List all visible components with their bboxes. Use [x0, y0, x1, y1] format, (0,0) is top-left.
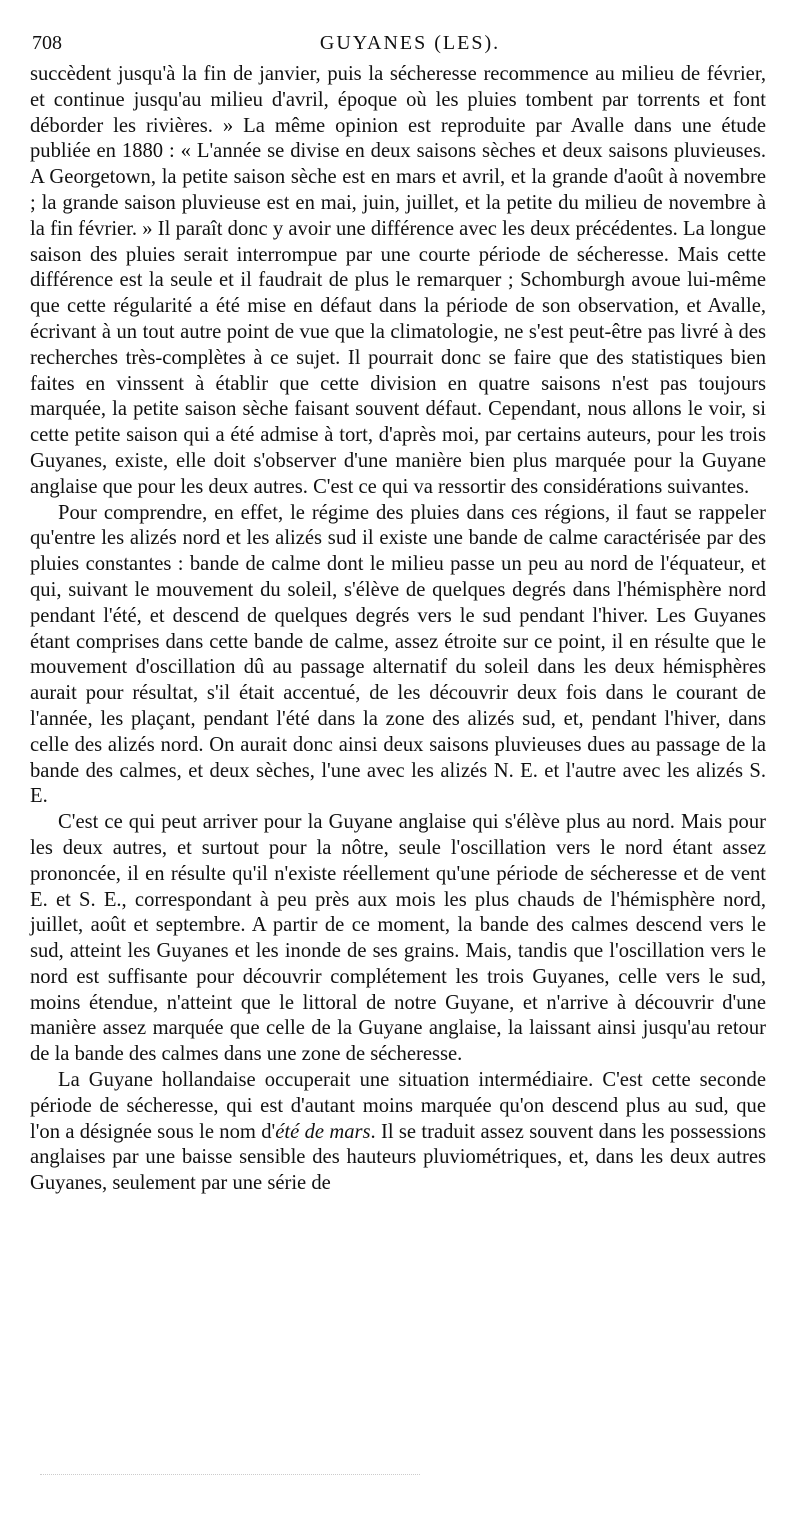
page-number: 708	[32, 32, 62, 54]
paragraph-4	[30, 1068, 766, 1197]
footer-dotted-rule	[40, 1474, 420, 1475]
page	[30, 28, 766, 1197]
paragraph-1: succèdent jusqu'à la fin de janvier, puis la sécheresse recommence au milieu de février, et continue jusqu'au milieu d'avril, époque où les pluies tombent par torrents et font déborder les rivières. » La même opinion est reproduite par Avalle dans une étude publiée en 1880 : « L'année se divise en deux saisons sèches et deux saisons pluvieuses. A Georgetown, la petite saison sèche est en mars et avril, et la grande d'août à novembre ; la grande saison pluvieuse est en mai, juin, juillet, et la petite du milieu de novembre à la fin février. » Il paraît donc y avoir une différence avec les deux précédentes. La longue saison des pluies serait interrompue par une courte période de sécheresse. Mais cette différence est la seule et il faudrait de plus le remarquer ; Schomburgh avoue lui-même que cette régularité a été mise en défaut dans la période de son observation, et Avalle, écrivant à un tout autre point de vue que la climatologie, ne s'est peut-être pas livré à des recherches très-complètes à ce sujet. Il pourrait donc se faire que des statistiques bien faites en vinssent à établir que cette division en quatre saisons n'est pas toujours marquée, la petite saison sèche faisant souvent défaut. Cependant, nous allons le voir, si cette petite saison qui a été admise à tort, d'après moi, par certains auteurs, pour les trois Guyanes, existe, elle doit s'observer d'une manière bien plus marquée pour la Guyane anglaise que pour les deux autres. C'est ce qui va ressortir des considérations suivantes.	[30, 63, 766, 498]
paragraph-2: Pour comprendre, en effet, le régime des pluies dans ces régions, il faut se rappeler qu'entre les alizés nord et les alizés sud il existe une bande de calme caractérisée par des pluies constantes : bande de calme dont le milieu passe un peu au nord de l'équateur, et qui, suivant le mouvement du soleil, s'élève de quelques degrés dans l'hémisphère nord pendant l'été, et descend de quelques degrés vers le sud pendant l'hiver. Les Guyanes étant comprises dans cette bande de calme, assez étroite sur ce point, il en résulte que le mouvement d'oscillation dû au passage alternatif du soleil dans les deux hémisphères aurait pour résultat, s'il était accentué, de les découvrir deux fois dans le courant de l'année, les plaçant, pendant l'été dans la zone des alizés sud, et, pendant l'hiver, dans celle des alizés nord. On aurait donc ainsi deux saisons pluvieuses dues au passage de la bande des calmes, et deux sèches, l'une avec les alizés N. E. et l'autre avec les alizés S. E.	[30, 501, 766, 808]
paragraph-4-italic-term: été de mars	[275, 1120, 371, 1143]
running-head	[30, 28, 766, 58]
paragraph-4-text-before: La Guyane hollandaise occuperait une situation intermédiaire. C'est cette seconde période de sécheresse, qui est d'autant moins marquée qu'on descend plus au sud, que l'on a désignée sous le nom d'	[30, 1069, 766, 1143]
running-title: GUYANES (LES).	[319, 32, 501, 54]
paragraph-4-text-after: . Il se traduit assez souvent dans les possessions anglaises par une baisse sensible des hauteurs pluviométriques, et, dans les deux autres Guyanes, seulement par une série de	[30, 1120, 766, 1195]
paragraph-3: C'est ce qui peut arriver pour la Guyane anglaise qui s'élève plus au nord. Mais pour les deux autres, et surtout pour la nôtre, seule l'oscillation vers le nord étant assez prononcée, il en résulte qu'il n'existe réellement qu'une période de sécheresse et de vent E. et S. E., correspondant à peu près aux mois les plus chauds de l'hémisphère nord, juillet, août et septembre. A partir de ce moment, la bande des calmes descend vers le sud, atteint les Guyanes et les inonde de ses grains. Mais, tandis que l'oscillation vers le nord est suffisante pour découvrir complétement les trois Guyanes, celle vers le sud, moins étendue, n'atteint que le littoral de notre Guyane, et n'arrive à découvrir d'une manière assez marquée que celle de la Guyane anglaise, la laissant ainsi jusqu'au retour de la bande des calmes dans une zone de sécheresse.	[30, 811, 766, 1066]
body-text	[30, 62, 766, 1197]
